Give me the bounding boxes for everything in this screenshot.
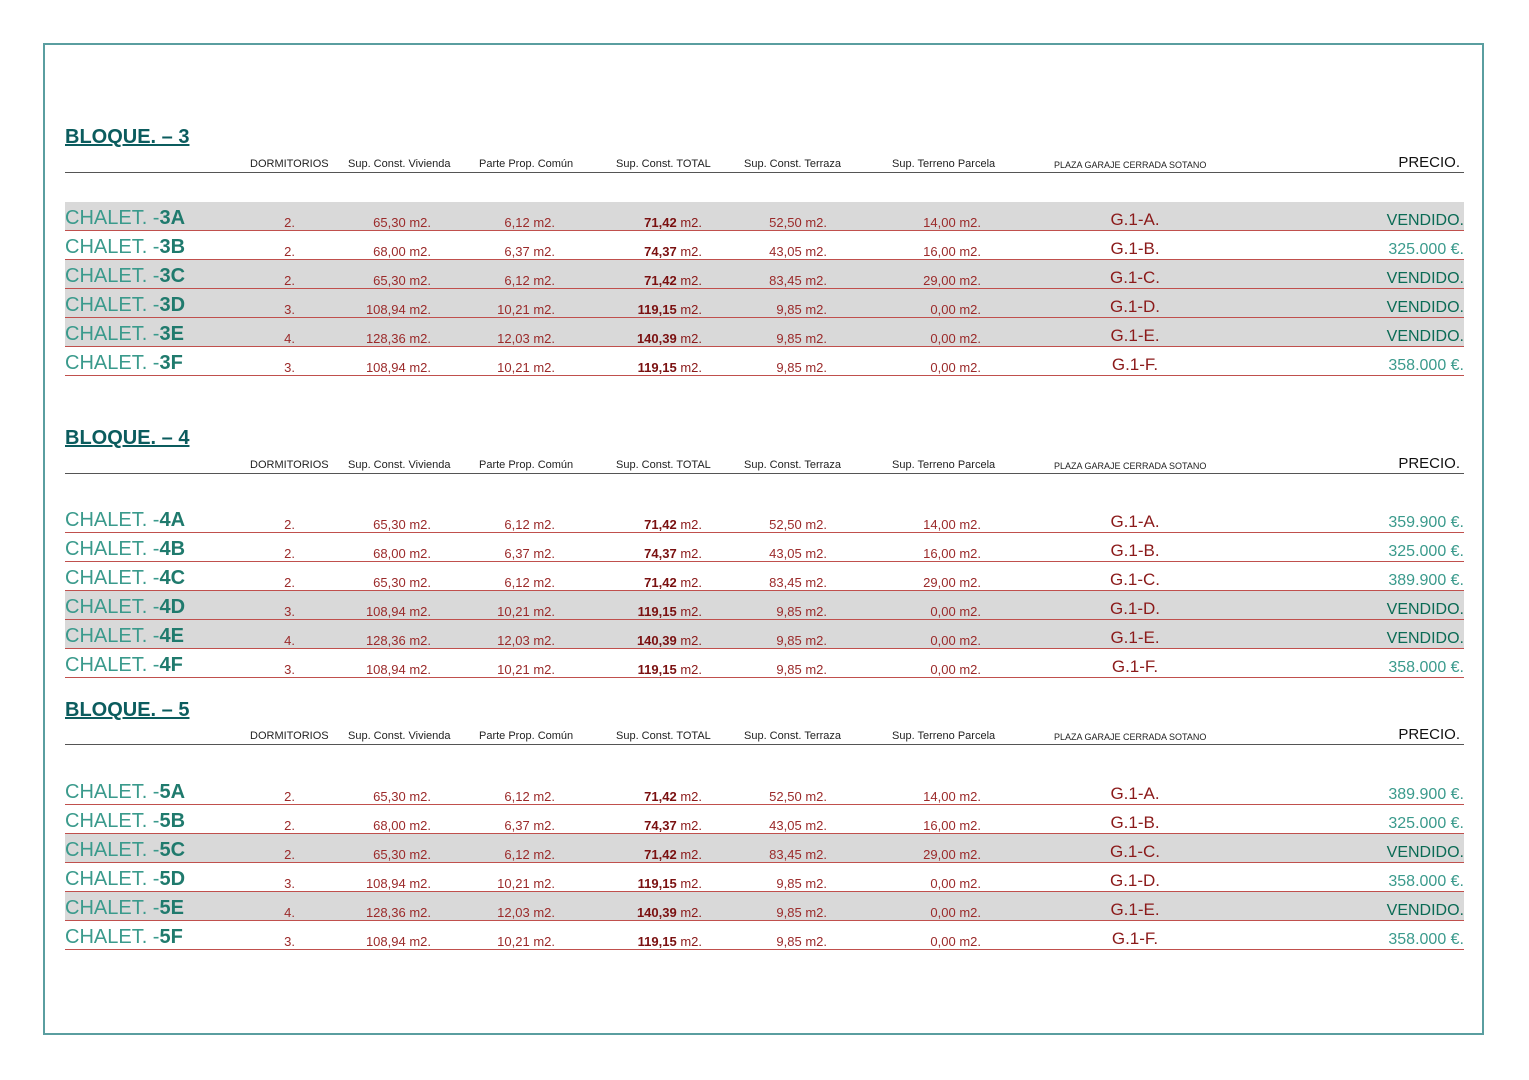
sup-total-number: 74,37 (644, 244, 677, 259)
sup-total-value (610, 934, 702, 949)
header-sup-vivienda: Sup. Const. Vivienda (348, 158, 451, 170)
precio-value: VENDIDO. (1386, 902, 1464, 919)
plaza-garaje-value: G.1-D. (1109, 599, 1161, 618)
plaza-garaje-value: G.1-C. (1109, 570, 1161, 589)
block-title: BLOQUE. – 5 (65, 699, 190, 721)
sup-total-number: 71,42 (644, 847, 677, 862)
sup-parcela-value: 0,00 m2. (930, 331, 981, 346)
sup-terraza-value: 9,85 m2. (776, 633, 827, 648)
sup-vivienda-value: 108,94 m2. (365, 360, 431, 375)
plaza-garaje-value: G.1-E. (1110, 900, 1160, 919)
header-sup-vivienda: Sup. Const. Vivienda (348, 459, 451, 471)
header-precio: PRECIO. (1398, 154, 1460, 171)
sup-terraza-value: 43,05 m2. (769, 818, 827, 833)
parte-comun-value: 6,12 m2. (504, 575, 555, 590)
sup-vivienda-value: 65,30 m2. (373, 215, 431, 230)
sup-vivienda-value: 65,30 m2. (373, 575, 431, 590)
chalet-code: 3A (159, 207, 186, 229)
sup-parcela-value: 0,00 m2. (930, 360, 981, 375)
sup-parcela-value: 14,00 m2. (923, 517, 981, 532)
parte-comun-value: 6,12 m2. (504, 215, 555, 230)
sup-terraza-value: 43,05 m2. (769, 244, 827, 259)
table-row (65, 620, 1464, 649)
sup-total-number: 119,15 (637, 360, 677, 375)
column-headers (65, 434, 1464, 474)
column-headers (65, 133, 1464, 173)
sup-parcela-value: 16,00 m2. (923, 244, 981, 259)
precio-value: 358.000 €. (1388, 931, 1464, 948)
plaza-garaje-value: G.1-C. (1109, 268, 1161, 287)
chalet-prefix: CHALET. - (65, 868, 160, 890)
chalet-code: 3F (159, 352, 183, 374)
sup-parcela-value: 0,00 m2. (930, 905, 981, 920)
sup-total-value (610, 789, 702, 804)
table-row (65, 289, 1464, 318)
sup-total-unit: m2. (676, 662, 702, 677)
header-sup-vivienda: Sup. Const. Vivienda (348, 730, 451, 742)
sup-vivienda-value: 128,36 m2. (365, 905, 431, 920)
chalet-code: 4E (159, 625, 184, 647)
header-parte-comun: Parte Prop. Común (479, 459, 574, 471)
sup-total-unit: m2. (676, 789, 702, 804)
table-row (65, 318, 1464, 347)
header-precio: PRECIO. (1398, 726, 1460, 743)
sup-total-value (610, 876, 702, 891)
chalet-name[interactable] (65, 236, 185, 259)
chalet-code: 3B (159, 236, 186, 258)
sup-terraza-value: 9,85 m2. (776, 905, 827, 920)
chalet-code: 5A (159, 781, 186, 803)
sup-vivienda-value: 68,00 m2. (373, 546, 431, 561)
sup-terraza-value: 52,50 m2. (769, 789, 827, 804)
chalet-prefix: CHALET. - (65, 839, 160, 861)
chalet-prefix: CHALET. - (65, 236, 160, 258)
chalet-code: 5D (159, 868, 186, 890)
chalet-code: 5F (159, 926, 183, 948)
sup-total-number: 74,37 (644, 546, 677, 561)
sup-total-unit: m2. (676, 546, 702, 561)
parte-comun-value: 12,03 m2. (497, 633, 555, 648)
header-dormitorios: DORMITORIOS (250, 158, 329, 170)
header-sup-terraza: Sup. Const. Terraza (744, 730, 842, 742)
chalet-name[interactable] (65, 567, 185, 590)
sup-terraza-value: 43,05 m2. (769, 546, 827, 561)
precio-value: VENDIDO. (1386, 299, 1464, 316)
chalet-prefix: CHALET. - (65, 323, 160, 345)
header-precio: PRECIO. (1398, 455, 1460, 472)
sup-total-value (610, 575, 702, 590)
sup-terraza-value: 9,85 m2. (776, 934, 827, 949)
sup-total-unit: m2. (676, 934, 702, 949)
table-row (65, 834, 1464, 863)
chalet-prefix: CHALET. - (65, 654, 160, 676)
chalet-prefix: CHALET. - (65, 538, 160, 560)
table-row (65, 231, 1464, 260)
sup-parcela-value: 0,00 m2. (930, 876, 981, 891)
table-row (65, 504, 1464, 533)
chalet-name[interactable] (65, 596, 185, 619)
chalet-name[interactable] (65, 207, 185, 230)
sup-total-value (610, 847, 702, 862)
chalet-name[interactable] (65, 926, 183, 949)
chalet-name[interactable] (65, 897, 184, 920)
plaza-garaje-value: G.1-A. (1110, 512, 1160, 531)
parte-comun-value: 6,12 m2. (504, 517, 555, 532)
table-row (65, 649, 1464, 678)
parte-comun-value: 6,37 m2. (504, 818, 555, 833)
dormitorios-value: 2. (284, 215, 295, 230)
chalet-code: 4D (159, 596, 186, 618)
dormitorios-value: 2. (284, 517, 295, 532)
chalet-prefix: CHALET. - (65, 567, 160, 589)
table-row (65, 202, 1464, 231)
sup-parcela-value: 0,00 m2. (930, 934, 981, 949)
chalet-code: 5E (159, 897, 184, 919)
precio-value: 325.000 €. (1388, 241, 1464, 258)
dormitorios-value: 2. (284, 818, 295, 833)
sup-total-number: 119,15 (637, 876, 677, 891)
chalet-name[interactable] (65, 509, 185, 532)
dormitorios-value: 4. (284, 331, 295, 346)
table-row (65, 776, 1464, 805)
parte-comun-value: 10,21 m2. (497, 934, 555, 949)
dormitorios-value: 3. (284, 302, 295, 317)
dormitorios-value: 3. (284, 876, 295, 891)
parte-comun-value: 10,21 m2. (497, 360, 555, 375)
chalet-prefix: CHALET. - (65, 265, 160, 287)
sup-total-number: 140,39 (636, 633, 677, 648)
chalet-prefix: CHALET. - (65, 781, 160, 803)
header-plaza-garaje: PLAZA GARAJE CERRADA SOTANO (1054, 461, 1207, 471)
sup-total-number: 119,15 (637, 662, 677, 677)
sup-total-number: 140,39 (636, 905, 677, 920)
header-parte-comun: Parte Prop. Común (479, 730, 574, 742)
sup-total-unit: m2. (676, 847, 702, 862)
plaza-garaje-value: G.1-B. (1110, 239, 1160, 258)
sup-terraza-value: 9,85 m2. (776, 604, 827, 619)
plaza-garaje-value: G.1-E. (1110, 628, 1160, 647)
chalet-name[interactable] (65, 654, 183, 677)
precio-value: 358.000 €. (1388, 659, 1464, 676)
sup-parcela-value: 29,00 m2. (923, 847, 981, 862)
plaza-garaje-value: G.1-F. (1111, 929, 1159, 948)
table-row (65, 347, 1464, 376)
parte-comun-value: 10,21 m2. (497, 604, 555, 619)
plaza-garaje-value: G.1-E. (1110, 326, 1160, 345)
chalet-prefix: CHALET. - (65, 810, 160, 832)
sup-total-value (610, 215, 702, 230)
chalet-code: 5C (159, 839, 186, 861)
chalet-code: 5B (159, 810, 186, 832)
chalet-prefix: CHALET. - (65, 596, 160, 618)
precio-value: VENDIDO. (1386, 601, 1464, 618)
sup-terraza-value: 83,45 m2. (769, 273, 827, 288)
precio-value: VENDIDO. (1386, 270, 1464, 287)
chalet-name[interactable] (65, 868, 185, 891)
sup-vivienda-value: 68,00 m2. (373, 244, 431, 259)
block-title: BLOQUE. – 4 (65, 427, 190, 449)
chalet-code: 4B (159, 538, 186, 560)
sup-terraza-value: 9,85 m2. (776, 662, 827, 677)
table-row (65, 892, 1464, 921)
sup-terraza-value: 83,45 m2. (769, 575, 827, 590)
sup-total-unit: m2. (676, 360, 702, 375)
precio-value: VENDIDO. (1386, 844, 1464, 861)
table-row (65, 805, 1464, 834)
parte-comun-value: 6,12 m2. (504, 273, 555, 288)
sup-total-unit: m2. (676, 818, 702, 833)
chalet-code: 4F (159, 654, 183, 676)
sup-total-number: 71,42 (644, 517, 677, 532)
header-sup-parcela: Sup. Terreno Parcela (892, 730, 996, 742)
sup-total-unit: m2. (676, 633, 702, 648)
sup-terraza-value: 9,85 m2. (776, 331, 827, 346)
dormitorios-value: 3. (284, 604, 295, 619)
parte-comun-value: 6,37 m2. (504, 244, 555, 259)
sup-total-unit: m2. (676, 273, 702, 288)
dormitorios-value: 4. (284, 633, 295, 648)
sup-parcela-value: 16,00 m2. (923, 546, 981, 561)
dormitorios-value: 2. (284, 273, 295, 288)
header-sup-total: Sup. Const. TOTAL (616, 459, 711, 471)
sup-total-unit: m2. (676, 604, 702, 619)
header-dormitorios: DORMITORIOS (250, 459, 329, 471)
dormitorios-value: 2. (284, 847, 295, 862)
sup-total-number: 71,42 (644, 789, 677, 804)
sup-total-value (610, 818, 702, 833)
chalet-prefix: CHALET. - (65, 926, 160, 948)
sup-parcela-value: 14,00 m2. (923, 215, 981, 230)
sup-terraza-value: 9,85 m2. (776, 302, 827, 317)
header-sup-total: Sup. Const. TOTAL (616, 158, 711, 170)
plaza-garaje-value: G.1-C. (1109, 842, 1161, 861)
header-sup-parcela: Sup. Terreno Parcela (892, 158, 996, 170)
sup-total-number: 71,42 (644, 575, 677, 590)
header-plaza-garaje: PLAZA GARAJE CERRADA SOTANO (1054, 732, 1207, 742)
sup-terraza-value: 83,45 m2. (769, 847, 827, 862)
sup-terraza-value: 9,85 m2. (776, 876, 827, 891)
sup-vivienda-value: 65,30 m2. (373, 789, 431, 804)
chalet-prefix: CHALET. - (65, 352, 160, 374)
parte-comun-value: 10,21 m2. (497, 302, 555, 317)
sup-vivienda-value: 108,94 m2. (365, 934, 431, 949)
plaza-garaje-value: G.1-A. (1110, 784, 1160, 803)
sup-total-number: 140,39 (636, 331, 677, 346)
sup-parcela-value: 0,00 m2. (930, 302, 981, 317)
plaza-garaje-value: G.1-D. (1109, 871, 1161, 890)
chalet-name[interactable] (65, 781, 185, 804)
column-headers (65, 705, 1464, 745)
sup-vivienda-value: 108,94 m2. (365, 876, 431, 891)
chalet-name[interactable] (65, 625, 184, 648)
dormitorios-value: 3. (284, 934, 295, 949)
precio-value: 325.000 €. (1388, 815, 1464, 832)
sup-parcela-value: 14,00 m2. (923, 789, 981, 804)
dormitorios-value: 4. (284, 905, 295, 920)
sup-total-value (610, 633, 702, 648)
dormitorios-value: 2. (284, 789, 295, 804)
sup-vivienda-value: 68,00 m2. (373, 818, 431, 833)
header-sup-terraza: Sup. Const. Terraza (744, 158, 842, 170)
chalet-code: 4C (159, 567, 186, 589)
chalet-prefix: CHALET. - (65, 207, 160, 229)
sup-vivienda-value: 65,30 m2. (373, 847, 431, 862)
sup-parcela-value: 29,00 m2. (923, 575, 981, 590)
precio-value: 325.000 €. (1388, 543, 1464, 560)
chalet-name[interactable] (65, 352, 183, 375)
sup-total-value (610, 905, 702, 920)
dormitorios-value: 3. (284, 360, 295, 375)
table-row (65, 863, 1464, 892)
parte-comun-value: 6,12 m2. (504, 847, 555, 862)
precio-value: VENDIDO. (1386, 328, 1464, 345)
precio-value: VENDIDO. (1386, 630, 1464, 647)
sup-total-number: 71,42 (644, 215, 677, 230)
header-dormitorios: DORMITORIOS (250, 730, 329, 742)
sup-total-number: 119,15 (637, 934, 677, 949)
sup-total-unit: m2. (676, 905, 702, 920)
parte-comun-value: 12,03 m2. (497, 331, 555, 346)
chalet-prefix: CHALET. - (65, 897, 160, 919)
parte-comun-value: 10,21 m2. (497, 662, 555, 677)
sup-total-value (610, 331, 702, 346)
sup-total-unit: m2. (676, 331, 702, 346)
plaza-garaje-value: G.1-B. (1110, 541, 1160, 560)
chalet-name[interactable] (65, 538, 185, 561)
sup-total-unit: m2. (676, 575, 702, 590)
chalet-code: 4A (159, 509, 186, 531)
plaza-garaje-value: G.1-F. (1111, 355, 1159, 374)
sup-total-unit: m2. (676, 517, 702, 532)
sup-total-number: 119,15 (637, 604, 677, 619)
sup-vivienda-value: 128,36 m2. (365, 331, 431, 346)
precio-value: 389.900 €. (1388, 786, 1464, 803)
precio-value: 359.900 €. (1388, 514, 1464, 531)
dormitorios-value: 2. (284, 575, 295, 590)
sup-vivienda-value: 65,30 m2. (373, 273, 431, 288)
sup-vivienda-value: 108,94 m2. (365, 302, 431, 317)
precio-value: 358.000 €. (1388, 357, 1464, 374)
header-plaza-garaje: PLAZA GARAJE CERRADA SOTANO (1054, 160, 1207, 170)
dormitorios-value: 2. (284, 244, 295, 259)
parte-comun-value: 10,21 m2. (497, 876, 555, 891)
sup-vivienda-value: 128,36 m2. (365, 633, 431, 648)
table-row (65, 260, 1464, 289)
chalet-name[interactable] (65, 839, 185, 862)
sup-total-value (610, 273, 702, 288)
chalet-prefix: CHALET. - (65, 294, 160, 316)
sup-terraza-value: 9,85 m2. (776, 360, 827, 375)
dormitorios-value: 2. (284, 546, 295, 561)
header-sup-total: Sup. Const. TOTAL (616, 730, 711, 742)
sup-parcela-value: 16,00 m2. (923, 818, 981, 833)
sup-parcela-value: 29,00 m2. (923, 273, 981, 288)
sup-parcela-value: 0,00 m2. (930, 633, 981, 648)
sup-terraza-value: 52,50 m2. (769, 215, 827, 230)
header-parte-comun: Parte Prop. Común (479, 158, 574, 170)
sup-total-number: 119,15 (637, 302, 677, 317)
sup-parcela-value: 0,00 m2. (930, 604, 981, 619)
sup-terraza-value: 52,50 m2. (769, 517, 827, 532)
sup-total-unit: m2. (676, 302, 702, 317)
precio-value: VENDIDO. (1386, 212, 1464, 229)
sup-total-unit: m2. (676, 244, 702, 259)
header-sup-parcela: Sup. Terreno Parcela (892, 459, 996, 471)
sup-total-value (610, 546, 702, 561)
sup-total-number: 74,37 (644, 818, 677, 833)
parte-comun-value: 6,12 m2. (504, 789, 555, 804)
chalet-name[interactable] (65, 265, 185, 288)
table-row (65, 533, 1464, 562)
sup-vivienda-value: 65,30 m2. (373, 517, 431, 532)
sup-total-value (610, 244, 702, 259)
sup-total-value (610, 360, 702, 375)
parte-comun-value: 6,37 m2. (504, 546, 555, 561)
precio-value: 358.000 €. (1388, 873, 1464, 890)
sup-total-value (610, 302, 702, 317)
sup-vivienda-value: 108,94 m2. (365, 604, 431, 619)
chalet-code: 3D (159, 294, 186, 316)
sup-total-unit: m2. (676, 215, 702, 230)
chalet-name[interactable] (65, 294, 185, 317)
chalet-code: 3E (159, 323, 184, 345)
dormitorios-value: 3. (284, 662, 295, 677)
sup-total-value (610, 662, 702, 677)
chalet-name[interactable] (65, 810, 185, 833)
sup-total-value (610, 517, 702, 532)
header-sup-terraza: Sup. Const. Terraza (744, 459, 842, 471)
chalet-prefix: CHALET. - (65, 625, 160, 647)
table-row (65, 562, 1464, 591)
chalet-prefix: CHALET. - (65, 509, 160, 531)
table-row (65, 921, 1464, 950)
plaza-garaje-value: G.1-D. (1109, 297, 1161, 316)
block-title: BLOQUE. – 3 (65, 126, 190, 148)
sup-parcela-value: 0,00 m2. (930, 662, 981, 677)
parte-comun-value: 12,03 m2. (497, 905, 555, 920)
sup-vivienda-value: 108,94 m2. (365, 662, 431, 677)
sup-total-unit: m2. (676, 876, 702, 891)
chalet-name[interactable] (65, 323, 184, 346)
sup-total-number: 71,42 (644, 273, 677, 288)
plaza-garaje-value: G.1-F. (1111, 657, 1159, 676)
chalet-code: 3C (159, 265, 186, 287)
precio-value: 389.900 €. (1388, 572, 1464, 589)
table-row (65, 591, 1464, 620)
plaza-garaje-value: G.1-B. (1110, 813, 1160, 832)
sup-total-value (610, 604, 702, 619)
plaza-garaje-value: G.1-A. (1110, 210, 1160, 229)
